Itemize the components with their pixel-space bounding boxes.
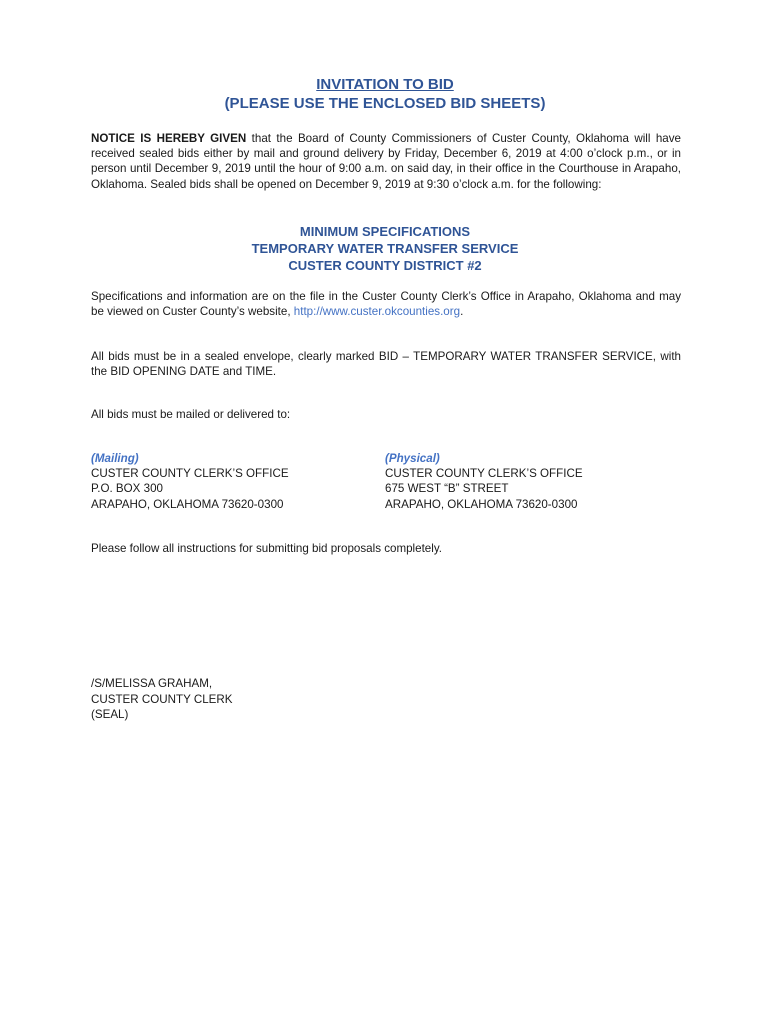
physical-label: (Physical) <box>385 452 440 465</box>
mailing-address <box>91 451 289 512</box>
specs-line-1: MINIMUM SPECIFICATIONS <box>299 224 471 239</box>
physical-line-3: ARAPAHO, OKLAHOMA 73620-0300 <box>385 497 578 511</box>
page-title: INVITATION TO BID <box>316 76 454 93</box>
signature-line-3: (SEAL) <box>91 708 129 722</box>
physical-line-2: 675 WEST “B” STREET <box>385 482 509 496</box>
physical-address <box>385 451 583 512</box>
mailing-line-1: CUSTER COUNTY CLERK’S OFFICE <box>91 467 289 481</box>
info-text: Specifications and information are on the file in the Custer County Clerk’s Office in Arapaho, Oklahoma and may be viewed on Custer County’s website, <box>91 290 681 319</box>
mailing-line-3: ARAPAHO, OKLAHOMA 73620-0300 <box>91 497 284 511</box>
notice-text: that the Board of County Commissioners of Custer County, Oklahoma will have received sealed bids either by mail and ground delivery by Friday, December 6, 2019 at 4:00 o’clock p.m., or in person until December 9, 2019 until the hour of 9:00 a.m. on said day, in their office in the Courthouse in Arapaho, Oklahoma. Sealed bids shall be opened on December 9, 2019 at 9:30 o’clock a.m. for the following: <box>91 132 681 191</box>
signature-line-1: /S/MELISSA GRAHAM, <box>91 677 213 690</box>
notice-paragraph <box>91 131 681 192</box>
info-paragraph <box>91 289 681 319</box>
signature-block <box>91 676 233 723</box>
page-subtitle: (PLEASE USE THE ENCLOSED BID SHEETS) <box>224 95 546 112</box>
specifications-heading <box>0 223 770 274</box>
mailing-line-2: P.O. BOX 300 <box>91 482 163 496</box>
specs-line-2: TEMPORARY WATER TRANSFER SERVICE <box>251 241 519 256</box>
follow-instructions: Please follow all instructions for submitting bid proposals completely. <box>91 542 442 555</box>
mailing-label: (Mailing) <box>91 452 139 465</box>
envelope-paragraph: All bids must be in a sealed envelope, clearly marked BID – TEMPORARY WATER TRANSFER SERVICE, with the BID OPENING DATE and TIME. <box>91 350 681 379</box>
website-link[interactable]: http://www.custer.okcounties.org <box>293 305 461 319</box>
physical-line-1: CUSTER COUNTY CLERK’S OFFICE <box>385 467 583 481</box>
signature-line-2: CUSTER COUNTY CLERK <box>91 692 233 706</box>
info-end: . <box>460 305 464 319</box>
notice-lead: NOTICE IS HEREBY GIVEN <box>91 132 247 145</box>
specs-line-3: CUSTER COUNTY DISTRICT #2 <box>288 258 482 273</box>
mail-to-paragraph: All bids must be mailed or delivered to: <box>91 408 291 421</box>
